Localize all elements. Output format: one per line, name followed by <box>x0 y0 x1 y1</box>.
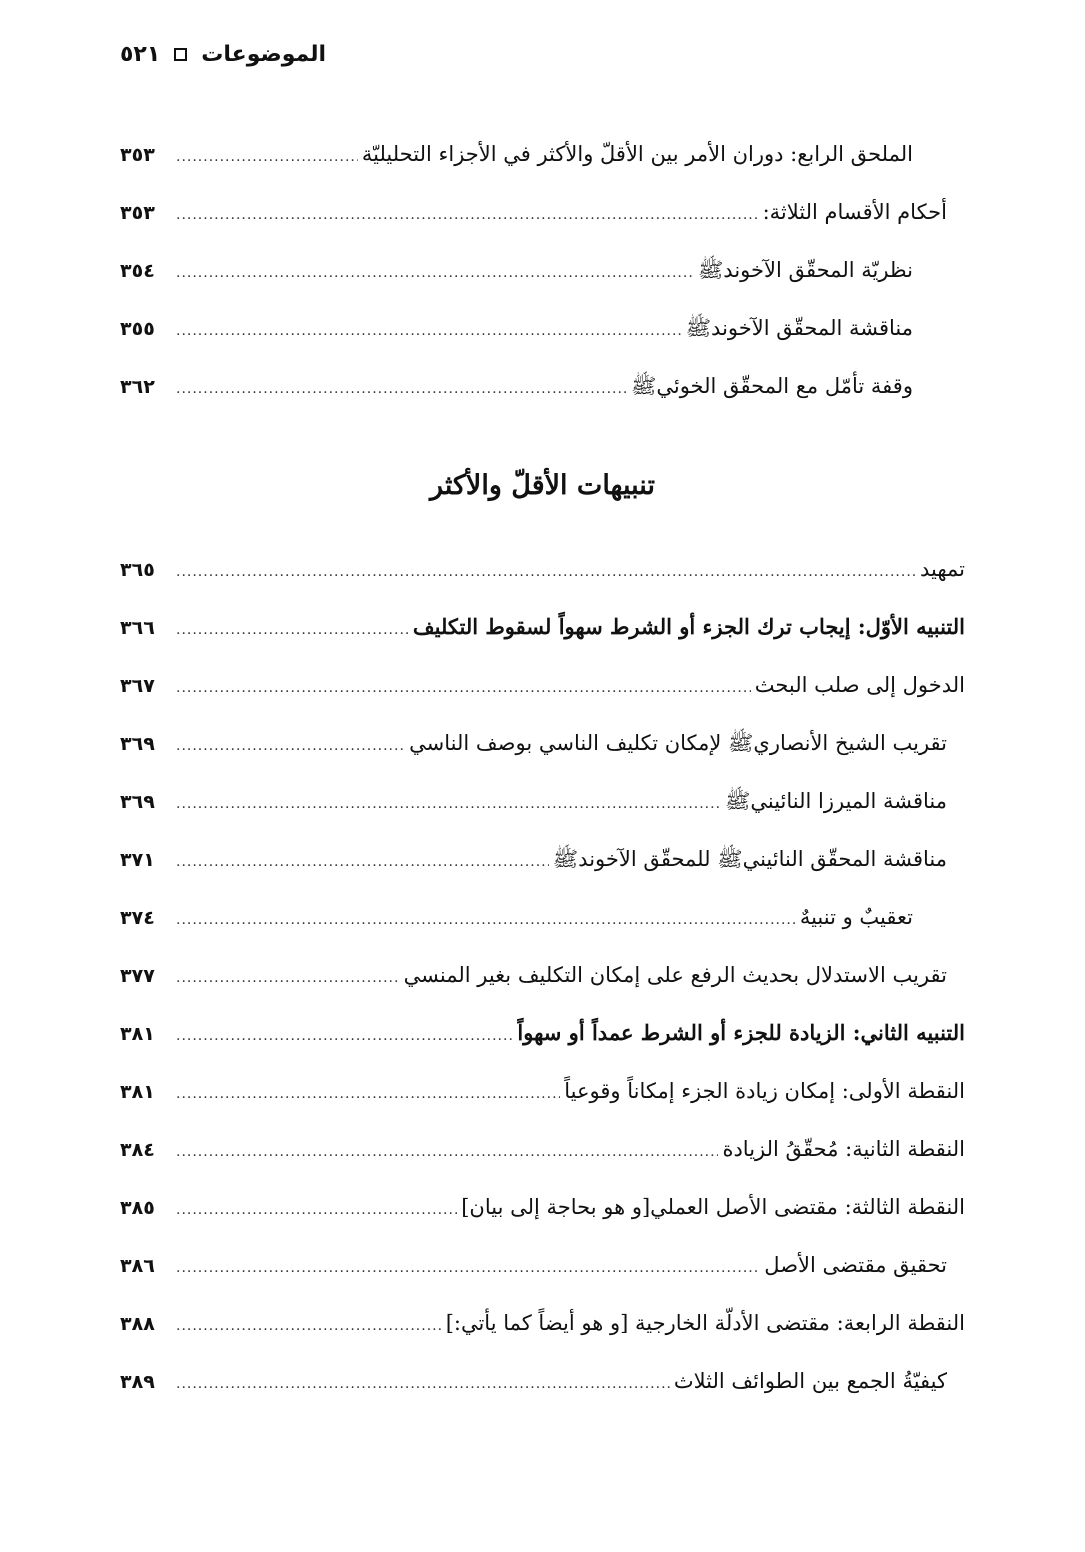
toc-entry[interactable] <box>120 946 965 1004</box>
leader-dots <box>176 1123 718 1181</box>
toc-entry-page: ٣٥٥ <box>120 318 155 340</box>
toc-entry-title: مناقشة المحقّق الآخوندﷺ <box>685 316 913 340</box>
toc-entry[interactable] <box>120 1004 965 1062</box>
toc-entry[interactable] <box>120 772 965 830</box>
leader-dots <box>176 717 405 775</box>
leader-dots <box>176 128 358 186</box>
leader-dots <box>176 302 682 360</box>
toc-entry-page: ٣٨٦ <box>120 1255 155 1277</box>
toc-entry[interactable] <box>120 183 965 241</box>
toc-entry[interactable] <box>120 299 965 357</box>
toc-entry-page: ٣٦٩ <box>120 733 155 755</box>
leader-dots <box>176 186 759 244</box>
toc-entry-page: ٣٦٥ <box>120 559 155 581</box>
toc-entry-page: ٣٥٤ <box>120 260 155 282</box>
toc-entry[interactable] <box>120 1236 965 1294</box>
toc-entry-title: النقطة الثالثة: مقتضى الأصل العملي[و هو بحاجة إلى بيان] <box>461 1195 965 1219</box>
leader-dots <box>176 1239 760 1297</box>
toc-entry[interactable] <box>120 1178 965 1236</box>
toc-entry-title: تعقيبٌ و تنبيهٌ <box>799 905 913 929</box>
leader-dots <box>176 244 694 302</box>
toc-entry[interactable] <box>120 357 965 415</box>
toc-entry-title: تمهيد <box>919 557 965 581</box>
toc-entry[interactable] <box>120 888 965 946</box>
leader-dots <box>176 1181 457 1239</box>
toc-entry[interactable] <box>120 125 965 183</box>
section-title: الموضوعات <box>201 42 327 67</box>
toc-entry-page: ٣٧٤ <box>120 907 155 929</box>
toc-entry-page: ٣٥٣ <box>120 144 155 166</box>
toc-entry-page: ٣٦٢ <box>120 376 155 398</box>
toc-entry[interactable] <box>120 1062 965 1120</box>
toc-entry-page: ٣٨٤ <box>120 1139 155 1161</box>
toc-entry[interactable] <box>120 1120 965 1178</box>
toc-entry[interactable] <box>120 598 965 656</box>
toc-entry[interactable] <box>120 656 965 714</box>
toc-entry-title: أحكام الأقسام الثلاثة: <box>762 200 947 224</box>
toc-entry[interactable] <box>120 830 965 888</box>
leader-dots <box>176 891 796 949</box>
toc-entry-title: نظريّة المحقّق الآخوندﷺ <box>697 258 913 282</box>
toc-list-appendix <box>120 125 965 415</box>
leader-dots <box>176 1065 560 1123</box>
toc-entry-page: ٣٨١ <box>120 1023 155 1045</box>
toc-entry-page: ٣٨٥ <box>120 1197 155 1219</box>
toc-entry-title: مناقشة الميرزا النائينيﷺ <box>725 789 947 813</box>
leader-dots <box>176 775 721 833</box>
toc-entry-page: ٣٥٣ <box>120 202 155 224</box>
page-number: ٥٢١ <box>120 42 161 67</box>
toc-entry-page: ٣٨١ <box>120 1081 155 1103</box>
toc-entry-page: ٣٦٦ <box>120 617 155 639</box>
toc-entry-page: ٣٧٧ <box>120 965 155 987</box>
toc-entry-title: الدخول إلى صلب البحث <box>754 673 965 697</box>
toc-entry-title: التنبيه الثاني: الزيادة للجزء أو الشرط عمداً أو سهواً <box>517 1020 965 1045</box>
toc-entry-title: تقريب الشيخ الأنصاريﷺ لإمكان تكليف الناسي بوصف الناسي <box>409 731 947 755</box>
toc-entry-title: الملحق الرابع: دوران الأمر بين الأقلّ والأكثر في الأجزاء التحليليّة <box>361 142 913 166</box>
toc-entry-title: تقريب الاستدلال بحديث الرفع على إمكان التكليف بغير المنسي <box>403 963 947 987</box>
toc-entry[interactable] <box>120 540 965 598</box>
leader-dots <box>176 1355 670 1413</box>
toc-entry-title: مناقشة المحقّق النائينيﷺ للمحقّق الآخوندﷺ <box>552 847 947 871</box>
toc-entry-title: النقطة الثانية: مُحقّقُ الزيادة <box>722 1137 965 1161</box>
toc-entry-title: التنبيه الأوّل: إيجاب ترك الجزء أو الشرط سهواً لسقوط التكليف <box>412 614 965 639</box>
toc-list-notes <box>120 540 965 1410</box>
toc-entry-page: ٣٦٩ <box>120 791 155 813</box>
leader-dots <box>176 659 751 717</box>
toc-entry-title: النقطة الرابعة: مقتضى الأدلّة الخارجية [و هو أيضاً كما يأتي:] <box>445 1311 965 1335</box>
leader-dots <box>176 360 627 418</box>
leader-dots <box>176 1297 442 1355</box>
toc-entry[interactable] <box>120 241 965 299</box>
toc-entry-title: النقطة الأولى: إمكان زيادة الجزء إمكاناً وقوعياً <box>564 1079 965 1103</box>
toc-entry[interactable] <box>120 1294 965 1352</box>
toc-entry-page: ٣٦٧ <box>120 675 155 697</box>
toc-entry[interactable] <box>120 714 965 772</box>
toc-entry-page: ٣٧١ <box>120 849 155 871</box>
toc-entry-title: وقفة تأمّل مع المحقّق الخوئيﷺ <box>630 374 913 398</box>
running-head <box>120 42 326 67</box>
square-separator-icon <box>174 48 187 61</box>
toc-entry-title: تحقيق مقتضى الأصل <box>764 1253 947 1277</box>
toc-entry-page: ٣٨٨ <box>120 1313 155 1335</box>
toc-entry-page: ٣٨٩ <box>120 1371 155 1393</box>
leader-dots <box>176 949 400 1007</box>
toc-entry[interactable] <box>120 1352 965 1410</box>
leader-dots <box>176 1007 513 1065</box>
leader-dots <box>176 601 409 659</box>
leader-dots <box>176 833 549 891</box>
leader-dots <box>176 543 916 601</box>
toc-entry-title: كيفيّةُ الجمع بين الطوائف الثلاث <box>673 1369 947 1393</box>
section-heading: تنبيهات الأقلّ والأكثر <box>430 470 655 501</box>
